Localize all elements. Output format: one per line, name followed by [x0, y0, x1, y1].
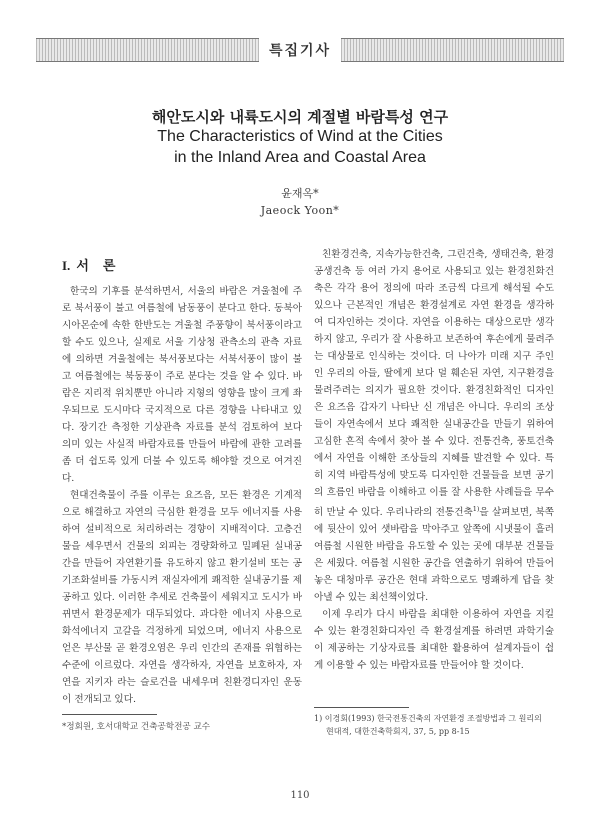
author-korean: 윤재옥*	[281, 187, 319, 200]
author-english: Jaeock Yoon*	[260, 204, 340, 217]
section-title-char2: 론	[102, 259, 116, 274]
title-english-line2: in the Inland Area and Coastal Area	[174, 149, 426, 166]
section-number: I.	[62, 258, 71, 273]
page-number: 110	[290, 790, 310, 801]
reference-footnote-line2: 현대적, 대한건축학회지, 37, 5, pp 8-15	[326, 727, 470, 736]
left-paragraph-2: 현대건축물이 주를 이루는 요즈음, 모든 환경은 기계적으로 해결하고 자연의 극심한 환경을 모두 에너지를 사용하여 설비적으로 처리하려는 경향이 지배적이다. 고층건물을 세우면서 건물의 외피는 경량화하고 밀폐된 실내공간을 만들어 자연환기를 유도하지 않고 환기설비 또는 공기조화설비를 가동시켜 재실자에게 쾌적한 실내공기를 제공하고 있다. 이러한 추세로 건축물이 세워지고 도시가 바뀌면서 환경문제가 대두되었다. 과다한 에너지 사용으로 화석에너지 고갈을 걱정하게 되었으며, 에너지 사용으로 얻은 부산물 곧 환경오염은 우리 인간의 존재를 위협하는 수준에 이르렀다. 자연을 생각하자, 자연을 보호하자, 자연을 지키자 라는 슬로건을 내세우며 친환경디자인 운동이 전개되고 있다.	[62, 490, 302, 705]
banner-band-left	[36, 38, 259, 62]
right-column	[314, 246, 554, 674]
right-paragraph-2: 이제 우리가 다시 바람을 최대한 이용하여 자연을 지킬 수 있는 환경친화디자인 즉 환경설계를 하려면 과학기술이 제공하는 기상자료를 최대한 활용하여 설계자들이 쉽게 이용할 수 있는 바람자료를 만들어야 할 것이다.	[314, 609, 554, 672]
title-english	[0, 126, 600, 168]
author-affiliation-footnote: *정회원, 호서대학교 건축공학전공 교수	[62, 722, 211, 732]
left-column	[62, 283, 302, 708]
footnote-rule-left	[62, 714, 157, 715]
right-paragraph-1-text: 친환경건축, 지속가능한건축, 그린건축, 생태건축, 환경공생건축 등 여러 가지 용어로 사용되고 있는 환경친화건축은 각각 용어 정의에 따라 조금씩 다르게 해석될 수도 있으나 근본적인 개념은 환경설계로 자연 환경을 생각하여 디자인하는 것이다. 자연을 이용하는 대상으로만 생각하지 않고, 우리가 잘 사용하고 보존하여 후손에게 물려주는 대상물로 인식하는 것이다. 더 나아가 미래 지구 주인인 우리의 아들, 딸에게 보다 덜 훼손된 자연, 지구환경을 물려주려는 의지가 필요한 것이다. 환경친화적인 디자인은 요즈음 갑자기 나타난 신 개념은 아니다. 우리의 조상들이 자연속에서 보다 쾌적한 실내공간을 만들기 위하여 고심한 흔적 속에서 찾아 볼 수 있다. 전통건축, 풍토건축에서 자연을 이해한 조상들의 지혜를 발견할 수 있다. 특히 지역 바람특성에 맞도록 디자인한 건물들을 보면 공기의 흐름인 바람을 이해하고 이를 잘 사용한 사례들을 무수히 만날 수 있다. 우리나라의 전통건축	[314, 249, 554, 519]
section-banner	[36, 36, 564, 64]
right-paragraph-1	[314, 246, 554, 606]
reference-footnote-line1: 1) 이경회(1993) 한국전통건축의 자연환경 조절방법과 그 원리의	[314, 714, 542, 723]
right-paragraph-1-cont: 을 살펴보면, 북쪽에 뒷산이 있어 샛바람을 막아주고 앞쪽에 시냇물이 흘러 여름철 시원한 바람을 유도할 수 있는 곳에 대부분 건물들은 세웠다. 여름철 시원한 공간을 연출하기 위하여 만들어 놓은 대청마루 공간은 현대 과학으로도 명쾌하게 답을 찾아낼 수 있는 최선책이었다.	[314, 507, 554, 604]
title-english-line1: The Characteristics of Wind at the Cities	[157, 128, 443, 145]
section-title-char1: 서	[76, 259, 89, 274]
footnote-rule-right	[314, 707, 409, 708]
footnote-ref-1: 1)	[472, 505, 480, 513]
left-paragraph-1: 한국의 기후를 분석하면서, 서울의 바람은 겨울철에 주로 북서풍이 불고 여름철에 남동풍이 분다고 한다. 동북아시아몬순에 속한 한반도는 겨울철 주풍향이 북서풍이라고 할 수도 있으나, 실제로 서울 기상청 관측소의 관측 자료에 의하면 겨울철에는 북서풍보다는 서북서풍이 많이 불고 여름철에는 북동풍이 주로 분다는 것을 알 수 있다. 바람은 지리적 위치뿐만 아니라 지형의 영향을 많이 크게 좌우되므로 도시마다 국지적으로 다른 경향을 나타내고 있다. 장기간 측정한 기상관측 자료를 분석 검토하여 보다 의미 있는 사실적 바람자료를 만들어 바람에 관한 고려를 좀 더 쉽도록 있게 더불 수 있도록 해야할 것으로 여겨진다.	[62, 286, 302, 484]
banner-band-right	[341, 38, 564, 62]
title-korean: 해안도시와 내륙도시의 계절별 바람특성 연구	[151, 108, 449, 126]
reference-footnote	[314, 712, 556, 738]
section-label: 특집기사	[259, 40, 341, 60]
section-heading	[62, 255, 115, 274]
